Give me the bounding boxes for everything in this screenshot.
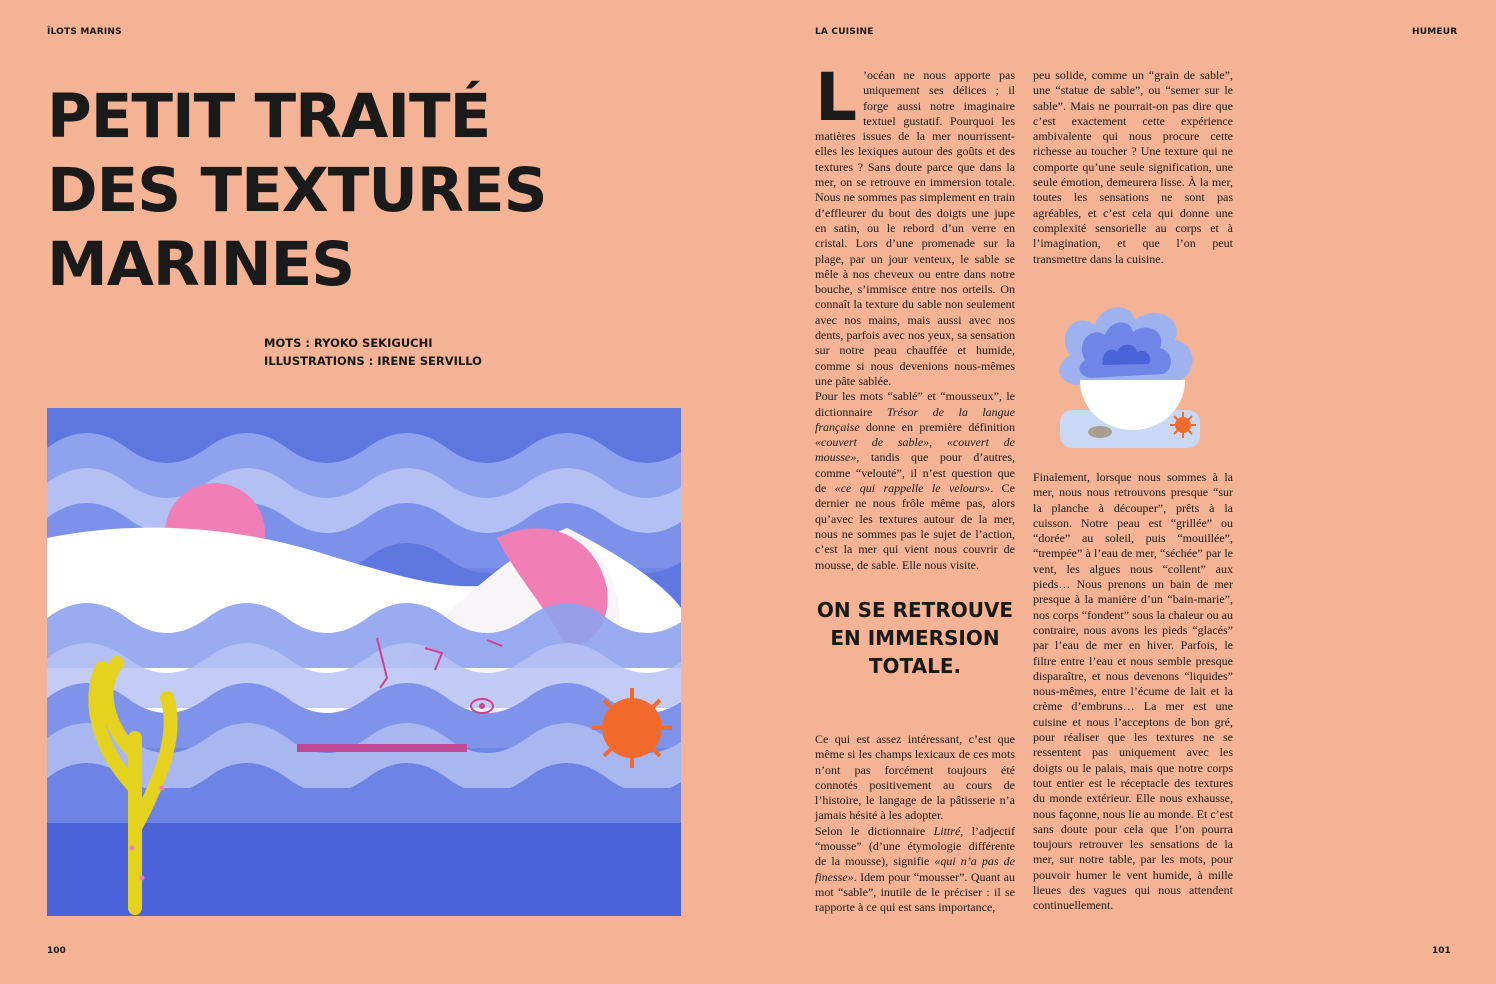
article-column-2 (1033, 68, 1233, 267)
article-column-1 (815, 59, 1016, 573)
title-line-3: MARINES (47, 229, 355, 300)
article-column-2-lower (1033, 470, 1233, 914)
page-number-left: 100 (47, 946, 66, 956)
page-number-right: 101 (1432, 946, 1451, 956)
drop-cap: L (815, 59, 858, 136)
paragraph-1: ’océan ne nous apporte pas uniquement ses délices ; il forge aussi notre imaginaire textuel gustatif. Pourquoi les matières issues de la mer nourrissent-elles les lexiques autour des goûts et des textures ? Sans doute parce que dans la mer, on se retrouve en immersion totale. Nous ne sommes pas simplement en train d’effleurer du bout des doigts une jupe en satin, ou le rebord d’un verre en cristal. Lors d’une promenade sur la plage, par un jour venteux, le sable se mêle à nos cheveux ou entre dans notre bouche, s’immisce entre nos orteils. On connaît la texture du sable non seulement avec nos mains, mais aussi avec nos dents, parfois avec nos yeux, sa sensation sur notre peau chauffée et humide, comme si nous devenions nous-mêmes une pâte sablée. (815, 68, 1015, 388)
credit-illustrations: ILLUSTRATIONS : IRENE SERVILLO (264, 354, 482, 368)
title-line-2: DES TEXTURES (47, 155, 547, 226)
pull-quote: ON SE RETROUVE EN IMMERSION TOTALE. (816, 598, 1014, 678)
paragraph-2: Pour les mots “sablé” et “mousseux”, le dictionnaire Trésor de la langue française donne en première définition «couvert de sable», «couvert de mousse», tandis que pour d’autres, comme “velouté”, il n’est question que de «ce qui rappelle le velours». Ce dernier ne nous frôle même pas, alors qu’avec les textures autour de la mer, nous ne sommes pas le sujet de l’action, c’est la mer qui vient nous couvrir de mousse, de sable. Elle nous visite. (815, 389, 1016, 572)
main-illustration (47, 408, 681, 916)
bowl-illustration (1045, 300, 1205, 450)
section-header-right: HUMEUR (1412, 27, 1458, 37)
paragraph-5: peu solide, comme un “grain de sable”, une “statue de sable”, ou “semer sur le sable”. Mais ne pourrait-on pas dire que c’est exactement cette expérience ambivalente qui nous procure cette richesse au toucher ? Une texture qui ne comporte qu’une seule signification, une seule émotion, demeurera lisse. À la mer, toutes les sensations ne sont pas agréables, et c’est cela qui donne une complexité sensorielle au corps et à l’imagination, et que l’on peut transmettre dans la cuisine. (1033, 68, 1233, 266)
section-header-center: LA CUISINE (815, 27, 874, 37)
section-header-left: ÎLOTS MARINS (47, 27, 122, 37)
credits (264, 334, 482, 370)
paragraph-4: Selon le dictionnaire Littré, l’adjectif “mousse” (d’une étymologie différente de la mousse), signifie «qui n’a pas de finesse». Idem pour “mousser”. Quant au mot “sable”, inutile de le préciser : il se rapporte à ce qui est sans importance, (815, 823, 1015, 915)
bowl-with-seaweed-illustration (1045, 300, 1205, 450)
paragraph-6: Finalement, lorsque nous sommes à la mer, nous nous retrouvons presque “sur la planche à découper”, prêts à la cuisson. Notre peau est “grillée” ou “dorée” au soleil, puis “mouillée”, “trempée” à l’eau de mer, “séchée” par le vent, les algues nous “collent” aux pieds… Nous prenons un bain de mer presque à la manière d’un “bain-marie”, nos corps “fondent” sous la chaleur ou au contraire, nous avons les pieds “glacés” par l’eau de mer en hiver. Parfois, le filtre entre l’eau et nous semble presque disparaître, et nous devenons “liquides” nous-mêmes, entre l’écume de lait et la crème d’embruns… La mer est une cuisine et nous l’acceptons de bon gré, pour réaliser que les textures ne se ressentent pas uniquement avec les doigts ou le palais, mais que notre corps tout entier est le réceptacle des textures du monde extérieur. Elle nous exhausse, nous façonne, nous lie au monde. Et c’est sans doute pour cela que l’on pourra toujours retrouver les sensations de la mer, sur notre table, par les mots, pour pouvoir humer le vent humide, à mille lieues des vagues qui nous attendent continuellement. (1033, 470, 1233, 913)
orange-sea-urchin (592, 688, 672, 768)
credit-words: MOTS : RYOKO SEKIGUCHI (264, 336, 433, 350)
paragraph-3: Ce qui est assez intéressant, c’est que même si les champs lexicaux de ces mots n’ont pas forcément toujours été connotés positivement au cours de l’histoire, le langage de la pâtisserie n’a jamais hésité à les adopter. (815, 732, 1015, 823)
article-title (47, 80, 547, 302)
title-line-1: PETIT TRAITÉ (47, 81, 491, 152)
woman-in-waves-illustration (47, 408, 681, 916)
article-column-1-lower (815, 732, 1015, 916)
